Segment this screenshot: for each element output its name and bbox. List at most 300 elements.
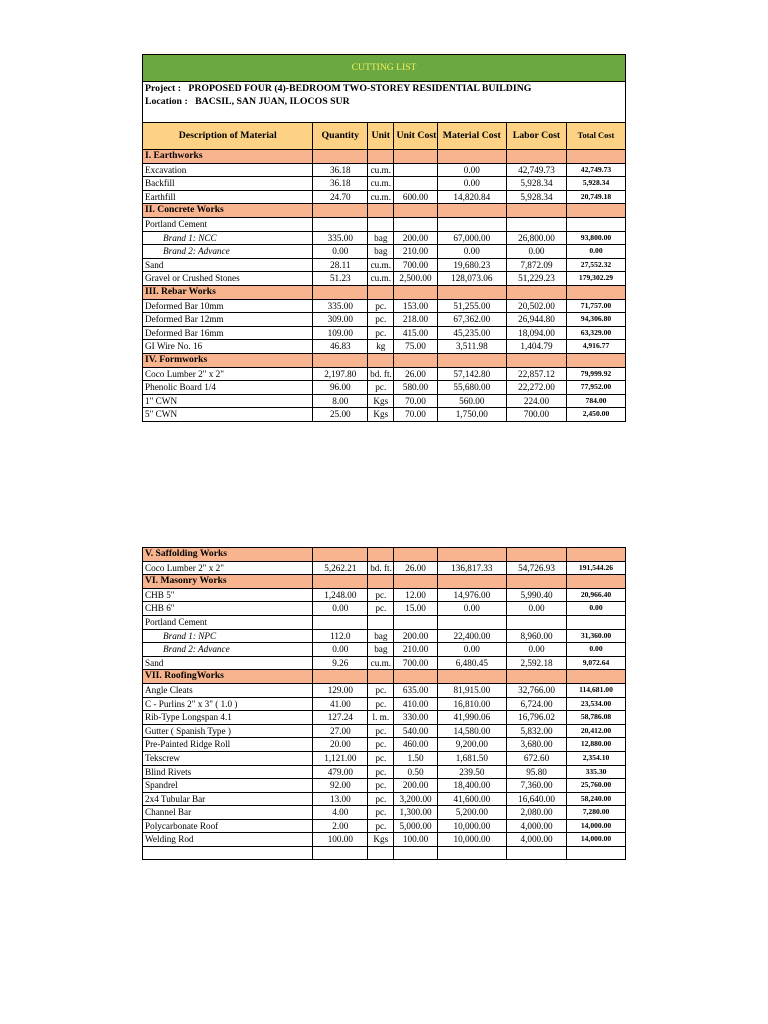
- project-label: Project :: [145, 83, 181, 94]
- row-material-cost: 41,600.00: [437, 792, 506, 806]
- row-unit-cost: 2,500.00: [394, 272, 437, 286]
- row-material-cost: 0.00: [437, 177, 506, 191]
- row-description: Brand 2: Advance: [143, 245, 313, 259]
- table-row: [143, 806, 626, 820]
- row-labor-cost: 4,000.00: [507, 819, 567, 833]
- row-description: Channel Bar: [143, 806, 313, 820]
- row-material-cost: 9,200.00: [437, 738, 506, 752]
- row-unit-cost: 75.00: [394, 340, 437, 354]
- section-row: [143, 150, 626, 164]
- row-quantity: 20.00: [313, 738, 368, 752]
- row-unit-cost: 200.00: [394, 231, 437, 245]
- row-unit: cu.m.: [368, 258, 394, 272]
- row-quantity: 112.0: [313, 629, 368, 643]
- row-quantity: 335.00: [313, 299, 368, 313]
- table-row: [143, 643, 626, 657]
- row-material-cost: 81,915.00: [437, 683, 506, 697]
- row-material-cost: 10,000.00: [437, 833, 506, 847]
- table-row: [143, 833, 626, 847]
- row-unit-cost: 580.00: [394, 381, 437, 395]
- row-labor-cost: 26,944.80: [507, 313, 567, 327]
- row-quantity: 4.00: [313, 806, 368, 820]
- table-row: [143, 163, 626, 177]
- table-row: [143, 408, 626, 422]
- row-labor-cost: 6,724.00: [507, 697, 567, 711]
- row-total-cost: 2,354.10: [567, 751, 626, 765]
- location-value: BACSIL, SAN JUAN, ILOCOS SUR: [195, 96, 350, 107]
- row-quantity: 27.00: [313, 724, 368, 738]
- row-unit-cost: 700.00: [394, 656, 437, 670]
- row-unit-cost: 15.00: [394, 602, 437, 616]
- blank-row: [143, 847, 626, 860]
- row-material-cost: 67,362.00: [437, 313, 506, 327]
- section-row: [143, 204, 626, 218]
- table-row: [143, 615, 626, 629]
- row-total-cost: 2,450.00: [566, 408, 625, 422]
- row-unit-cost: 5,000.00: [394, 819, 437, 833]
- table-row: [143, 381, 626, 395]
- project-row: [143, 82, 626, 96]
- row-total-cost: 25,760.00: [567, 779, 626, 793]
- row-labor-cost: 1,404.79: [507, 340, 567, 354]
- row-material-cost: 0.00: [437, 245, 506, 259]
- table-row: [143, 683, 626, 697]
- row-unit-cost: 330.00: [394, 711, 437, 725]
- row-quantity: 51.23: [313, 272, 368, 286]
- row-material-cost: 41,990.06: [437, 711, 506, 725]
- row-description: Sand: [143, 258, 313, 272]
- row-total-cost: 0.00: [566, 245, 625, 259]
- row-total-cost: 14,000.00: [567, 819, 626, 833]
- row-labor-cost: 2,592.18: [507, 656, 567, 670]
- table-row: [143, 588, 626, 602]
- row-quantity: 36.18: [313, 177, 368, 191]
- row-material-cost: 1,681.50: [437, 751, 506, 765]
- project-value: PROPOSED FOUR (4)-BEDROOM TWO-STOREY RESIDENTIAL BUILDING: [188, 83, 532, 94]
- row-material-cost: 14,580.00: [437, 724, 506, 738]
- row-unit-cost: 700.00: [394, 258, 437, 272]
- table-row: [143, 629, 626, 643]
- row-total-cost: 4,916.77: [566, 340, 625, 354]
- row-description: Rib-Type Longspan 4.1: [143, 711, 313, 725]
- row-total-cost: 0.00: [567, 602, 626, 616]
- row-total-cost: 63,329.00: [566, 326, 625, 340]
- row-quantity: 129.00: [313, 683, 368, 697]
- section-row: [143, 575, 626, 589]
- row-material-cost: 16,810.00: [437, 697, 506, 711]
- row-unit-cost: 210.00: [394, 643, 437, 657]
- row-unit: pc.: [368, 806, 394, 820]
- header-total-cost: Total Cost: [566, 123, 625, 150]
- row-labor-cost: 4,000.00: [507, 833, 567, 847]
- row-unit: bd. ft.: [368, 367, 394, 381]
- row-unit-cost: 1.50: [394, 751, 437, 765]
- row-quantity: 96.00: [313, 381, 368, 395]
- table-row: [143, 367, 626, 381]
- table-row: [143, 656, 626, 670]
- row-total-cost: 5,928.34: [566, 177, 625, 191]
- row-unit: pc.: [368, 751, 394, 765]
- row-description: Phenolic Board 1/4: [143, 381, 313, 395]
- row-unit: bag: [368, 643, 394, 657]
- row-unit-cost: 0.50: [394, 765, 437, 779]
- row-labor-cost: 32,766.00: [507, 683, 567, 697]
- table-row: [143, 561, 626, 575]
- row-quantity: 13.00: [313, 792, 368, 806]
- row-total-cost: 191,544.26: [567, 561, 626, 575]
- row-total-cost: 42,749.73: [566, 163, 625, 177]
- row-total-cost: 94,306.80: [566, 313, 625, 327]
- row-description: Deformed Bar 10mm: [143, 299, 313, 313]
- row-description: Brand 2: Advance: [143, 643, 313, 657]
- row-material-cost: 5,200.00: [437, 806, 506, 820]
- row-material-cost: 19,680.23: [437, 258, 506, 272]
- row-description: Backfill: [143, 177, 313, 191]
- section-title: I. Earthworks: [143, 150, 313, 164]
- row-description: Polycarbonate Roof: [143, 819, 313, 833]
- row-quantity: 109.00: [313, 326, 368, 340]
- row-description: Angle Cleats: [143, 683, 313, 697]
- row-description: Welding Rod: [143, 833, 313, 847]
- row-labor-cost: 0.00: [507, 245, 567, 259]
- row-material-cost: 18,400.00: [437, 779, 506, 793]
- row-unit: l. m.: [368, 711, 394, 725]
- table-row: [143, 792, 626, 806]
- table-row: [143, 326, 626, 340]
- row-quantity: 9.26: [313, 656, 368, 670]
- row-unit: Kgs: [368, 394, 394, 408]
- row-material-cost: 57,142.80: [437, 367, 506, 381]
- row-quantity: 309.00: [313, 313, 368, 327]
- row-quantity: 41.00: [313, 697, 368, 711]
- section-title: IV. Formworks: [143, 353, 313, 367]
- row-labor-cost: 5,928.34: [507, 177, 567, 191]
- row-unit: pc.: [368, 602, 394, 616]
- row-unit: pc.: [368, 765, 394, 779]
- section-title: VI. Masonry Works: [143, 575, 313, 589]
- row-unit: kg: [368, 340, 394, 354]
- row-unit: cu.m.: [368, 177, 394, 191]
- row-description: Brand 1: NCC: [143, 231, 313, 245]
- row-labor-cost: 16,640.00: [507, 792, 567, 806]
- header-material-cost: Material Cost: [437, 123, 506, 150]
- cutting-list-table-1: [142, 54, 626, 422]
- row-material-cost: 14,976.00: [437, 588, 506, 602]
- table-row: [143, 738, 626, 752]
- row-quantity: 28.11: [313, 258, 368, 272]
- table-row: [143, 779, 626, 793]
- header-quantity: Quantity: [313, 123, 368, 150]
- row-quantity: 0.00: [313, 245, 368, 259]
- row-unit-cost: 26.00: [394, 367, 437, 381]
- row-labor-cost: 54,726.93: [507, 561, 567, 575]
- row-unit: pc.: [368, 738, 394, 752]
- cutting-list-table-2: [142, 547, 626, 860]
- row-labor-cost: 42,749.73: [507, 163, 567, 177]
- row-quantity: 92.00: [313, 779, 368, 793]
- row-total-cost: 335.30: [567, 765, 626, 779]
- row-unit-cost: 218.00: [394, 313, 437, 327]
- row-labor-cost: 18,094.00: [507, 326, 567, 340]
- table-row: [143, 272, 626, 286]
- row-quantity: 8.00: [313, 394, 368, 408]
- row-quantity: 100.00: [313, 833, 368, 847]
- header-unit: Unit: [368, 123, 394, 150]
- row-description: Sand: [143, 656, 313, 670]
- row-description: GI Wire No. 16: [143, 340, 313, 354]
- row-labor-cost: 224.00: [507, 394, 567, 408]
- row-total-cost: 114,681.00: [567, 683, 626, 697]
- row-description: Deformed Bar 16mm: [143, 326, 313, 340]
- row-unit-cost: 100.00: [394, 833, 437, 847]
- row-unit-cost: 460.00: [394, 738, 437, 752]
- row-unit-cost: 70.00: [394, 408, 437, 422]
- row-description: Coco Lumber 2" x 2": [143, 561, 313, 575]
- row-description: CHB 5": [143, 588, 313, 602]
- row-material-cost: 10,000.00: [437, 819, 506, 833]
- table-row: [143, 602, 626, 616]
- row-total-cost: 20,966.40: [567, 588, 626, 602]
- row-quantity: 2.00: [313, 819, 368, 833]
- section-row: [143, 353, 626, 367]
- row-labor-cost: 95.80: [507, 765, 567, 779]
- row-unit: bd. ft.: [368, 561, 394, 575]
- row-unit-cost: 635.00: [394, 683, 437, 697]
- location-row: [143, 95, 626, 108]
- row-unit-cost: 210.00: [394, 245, 437, 259]
- row-labor-cost: 22,272.00: [507, 381, 567, 395]
- row-description: Portland Cement: [143, 217, 313, 231]
- row-total-cost: 12,880.00: [567, 738, 626, 752]
- row-unit-cost: 200.00: [394, 629, 437, 643]
- row-unit: pc.: [368, 299, 394, 313]
- row-material-cost: 51,255.00: [437, 299, 506, 313]
- section-title: II. Concrete Works: [143, 204, 313, 218]
- row-unit-cost: [394, 177, 437, 191]
- table-row: [143, 231, 626, 245]
- row-unit-cost: 410.00: [394, 697, 437, 711]
- row-labor-cost: 700.00: [507, 408, 567, 422]
- row-total-cost: 79,999.92: [566, 367, 625, 381]
- table-row: [143, 340, 626, 354]
- row-quantity: 1,121.00: [313, 751, 368, 765]
- table-row: [143, 711, 626, 725]
- row-quantity: 24.70: [313, 190, 368, 204]
- table-row: [143, 299, 626, 313]
- row-description: Excavation: [143, 163, 313, 177]
- table-row: [143, 245, 626, 259]
- row-unit: pc.: [368, 724, 394, 738]
- row-total-cost: 9,072.64: [567, 656, 626, 670]
- row-total-cost: 14,000.00: [567, 833, 626, 847]
- row-quantity: 335.00: [313, 231, 368, 245]
- row-description: Spandrel: [143, 779, 313, 793]
- row-labor-cost: 2,080.00: [507, 806, 567, 820]
- row-quantity: 25.00: [313, 408, 368, 422]
- row-unit-cost: 1,300.00: [394, 806, 437, 820]
- row-quantity: 36.18: [313, 163, 368, 177]
- row-description: Portland Cement: [143, 615, 313, 629]
- row-unit-cost: 200.00: [394, 779, 437, 793]
- row-labor-cost: 0.00: [507, 643, 567, 657]
- row-material-cost: 67,000.00: [437, 231, 506, 245]
- section-row: [143, 548, 626, 562]
- row-material-cost: 14,820.84: [437, 190, 506, 204]
- section-title: VII. RoofingWorks: [143, 670, 313, 684]
- row-labor-cost: 8,960.00: [507, 629, 567, 643]
- row-labor-cost: 26,800.00: [507, 231, 567, 245]
- row-description: Gravel or Crushed Stones: [143, 272, 313, 286]
- table-row: [143, 724, 626, 738]
- row-labor-cost: 7,872.09: [507, 258, 567, 272]
- row-unit: pc.: [368, 792, 394, 806]
- row-material-cost: 560.00: [437, 394, 506, 408]
- section-row: [143, 285, 626, 299]
- row-unit-cost: 540.00: [394, 724, 437, 738]
- row-description: Blind Rivets: [143, 765, 313, 779]
- row-description: Brand 1: NPC: [143, 629, 313, 643]
- header-unit-cost: Unit Cost: [394, 123, 437, 150]
- row-quantity: 46.83: [313, 340, 368, 354]
- table-row: [143, 258, 626, 272]
- row-unit: bag: [368, 231, 394, 245]
- row-total-cost: 71,757.00: [566, 299, 625, 313]
- row-total-cost: 23,534.00: [567, 697, 626, 711]
- row-labor-cost: 22,857.12: [507, 367, 567, 381]
- table-row: [143, 765, 626, 779]
- row-material-cost: 0.00: [437, 602, 506, 616]
- row-material-cost: 45,235.00: [437, 326, 506, 340]
- row-unit-cost: 153.00: [394, 299, 437, 313]
- row-description: Tekscrew: [143, 751, 313, 765]
- row-total-cost: 58,240.00: [567, 792, 626, 806]
- row-unit: Kgs: [368, 833, 394, 847]
- row-quantity: 1,248.00: [313, 588, 368, 602]
- row-unit: pc.: [368, 381, 394, 395]
- row-unit-cost: 3,200.00: [394, 792, 437, 806]
- row-description: 5" CWN: [143, 408, 313, 422]
- spacer-row: [143, 108, 626, 123]
- row-material-cost: 128,073.06: [437, 272, 506, 286]
- row-unit: Kgs: [368, 408, 394, 422]
- row-material-cost: 1,750.00: [437, 408, 506, 422]
- row-labor-cost: 3,680.00: [507, 738, 567, 752]
- row-material-cost: 0.00: [437, 163, 506, 177]
- row-total-cost: 27,552.32: [566, 258, 625, 272]
- section-title: III. Rebar Works: [143, 285, 313, 299]
- table-row: [143, 819, 626, 833]
- row-unit: pc.: [368, 326, 394, 340]
- row-material-cost: 136,817.33: [437, 561, 506, 575]
- table-row: [143, 751, 626, 765]
- row-total-cost: 58,786.08: [567, 711, 626, 725]
- row-unit-cost: 26.00: [394, 561, 437, 575]
- row-unit: pc.: [368, 819, 394, 833]
- row-labor-cost: 5,928.34: [507, 190, 567, 204]
- row-quantity: 0.00: [313, 643, 368, 657]
- header-row: [143, 123, 626, 150]
- row-total-cost: 31,360.00: [567, 629, 626, 643]
- row-labor-cost: 0.00: [507, 602, 567, 616]
- row-labor-cost: 7,360.00: [507, 779, 567, 793]
- row-description: Pre-Painted Ridge Roll: [143, 738, 313, 752]
- row-total-cost: 20,412.00: [567, 724, 626, 738]
- row-total-cost: 0.00: [567, 643, 626, 657]
- row-quantity: 127.24: [313, 711, 368, 725]
- row-unit-cost: 600.00: [394, 190, 437, 204]
- row-description: C - Purlins 2" x 3" ( 1.0 ): [143, 697, 313, 711]
- row-unit-cost: 12.00: [394, 588, 437, 602]
- table-row: [143, 217, 626, 231]
- row-total-cost: 77,952.00: [566, 381, 625, 395]
- row-labor-cost: 20,502.00: [507, 299, 567, 313]
- row-unit: cu.m.: [368, 163, 394, 177]
- row-description: CHB 6": [143, 602, 313, 616]
- row-description: Gutter ( Spanish Type ): [143, 724, 313, 738]
- header-labor-cost: Labor Cost: [507, 123, 567, 150]
- row-quantity: 479.00: [313, 765, 368, 779]
- row-total-cost: 179,302.29: [566, 272, 625, 286]
- location-label: Location :: [145, 96, 188, 107]
- row-total-cost: 784.00: [566, 394, 625, 408]
- row-material-cost: 0.00: [437, 643, 506, 657]
- row-unit: pc.: [368, 697, 394, 711]
- section-title: V. Saffolding Works: [143, 548, 313, 562]
- row-unit-cost: [394, 163, 437, 177]
- header-description: Description of Material: [143, 123, 313, 150]
- row-unit: pc.: [368, 313, 394, 327]
- row-unit: pc.: [368, 683, 394, 697]
- row-labor-cost: 5,990.40: [507, 588, 567, 602]
- row-material-cost: 22,400.00: [437, 629, 506, 643]
- row-material-cost: 3,511.98: [437, 340, 506, 354]
- row-labor-cost: 51,229.23: [507, 272, 567, 286]
- row-labor-cost: 5,832.00: [507, 724, 567, 738]
- row-total-cost: 20,749.18: [566, 190, 625, 204]
- row-description: 1" CWN: [143, 394, 313, 408]
- section-row: [143, 670, 626, 684]
- row-quantity: 2,197.80: [313, 367, 368, 381]
- row-quantity: 5,262.21: [313, 561, 368, 575]
- row-unit: pc.: [368, 779, 394, 793]
- row-description: 2x4 Tubular Bar: [143, 792, 313, 806]
- row-unit: pc.: [368, 588, 394, 602]
- title-row: [143, 55, 626, 82]
- row-total-cost: 93,800.00: [566, 231, 625, 245]
- row-labor-cost: 16,796.02: [507, 711, 567, 725]
- table-row: [143, 177, 626, 191]
- row-description: Deformed Bar 12mm: [143, 313, 313, 327]
- row-description: Coco Lumber 2" x 2": [143, 367, 313, 381]
- row-material-cost: 239.50: [437, 765, 506, 779]
- row-description: Earthfill: [143, 190, 313, 204]
- sheet-title: CUTTING LIST: [143, 55, 626, 82]
- row-unit: cu.m.: [368, 272, 394, 286]
- row-total-cost: 7,280.00: [567, 806, 626, 820]
- row-unit-cost: 70.00: [394, 394, 437, 408]
- row-quantity: 0.00: [313, 602, 368, 616]
- table-row: [143, 190, 626, 204]
- row-material-cost: 55,680.00: [437, 381, 506, 395]
- row-unit: bag: [368, 245, 394, 259]
- row-unit: bag: [368, 629, 394, 643]
- row-unit-cost: 415.00: [394, 326, 437, 340]
- row-unit: cu.m.: [368, 190, 394, 204]
- row-material-cost: 6,480.45: [437, 656, 506, 670]
- table-row: [143, 697, 626, 711]
- row-unit: cu.m.: [368, 656, 394, 670]
- table-row: [143, 394, 626, 408]
